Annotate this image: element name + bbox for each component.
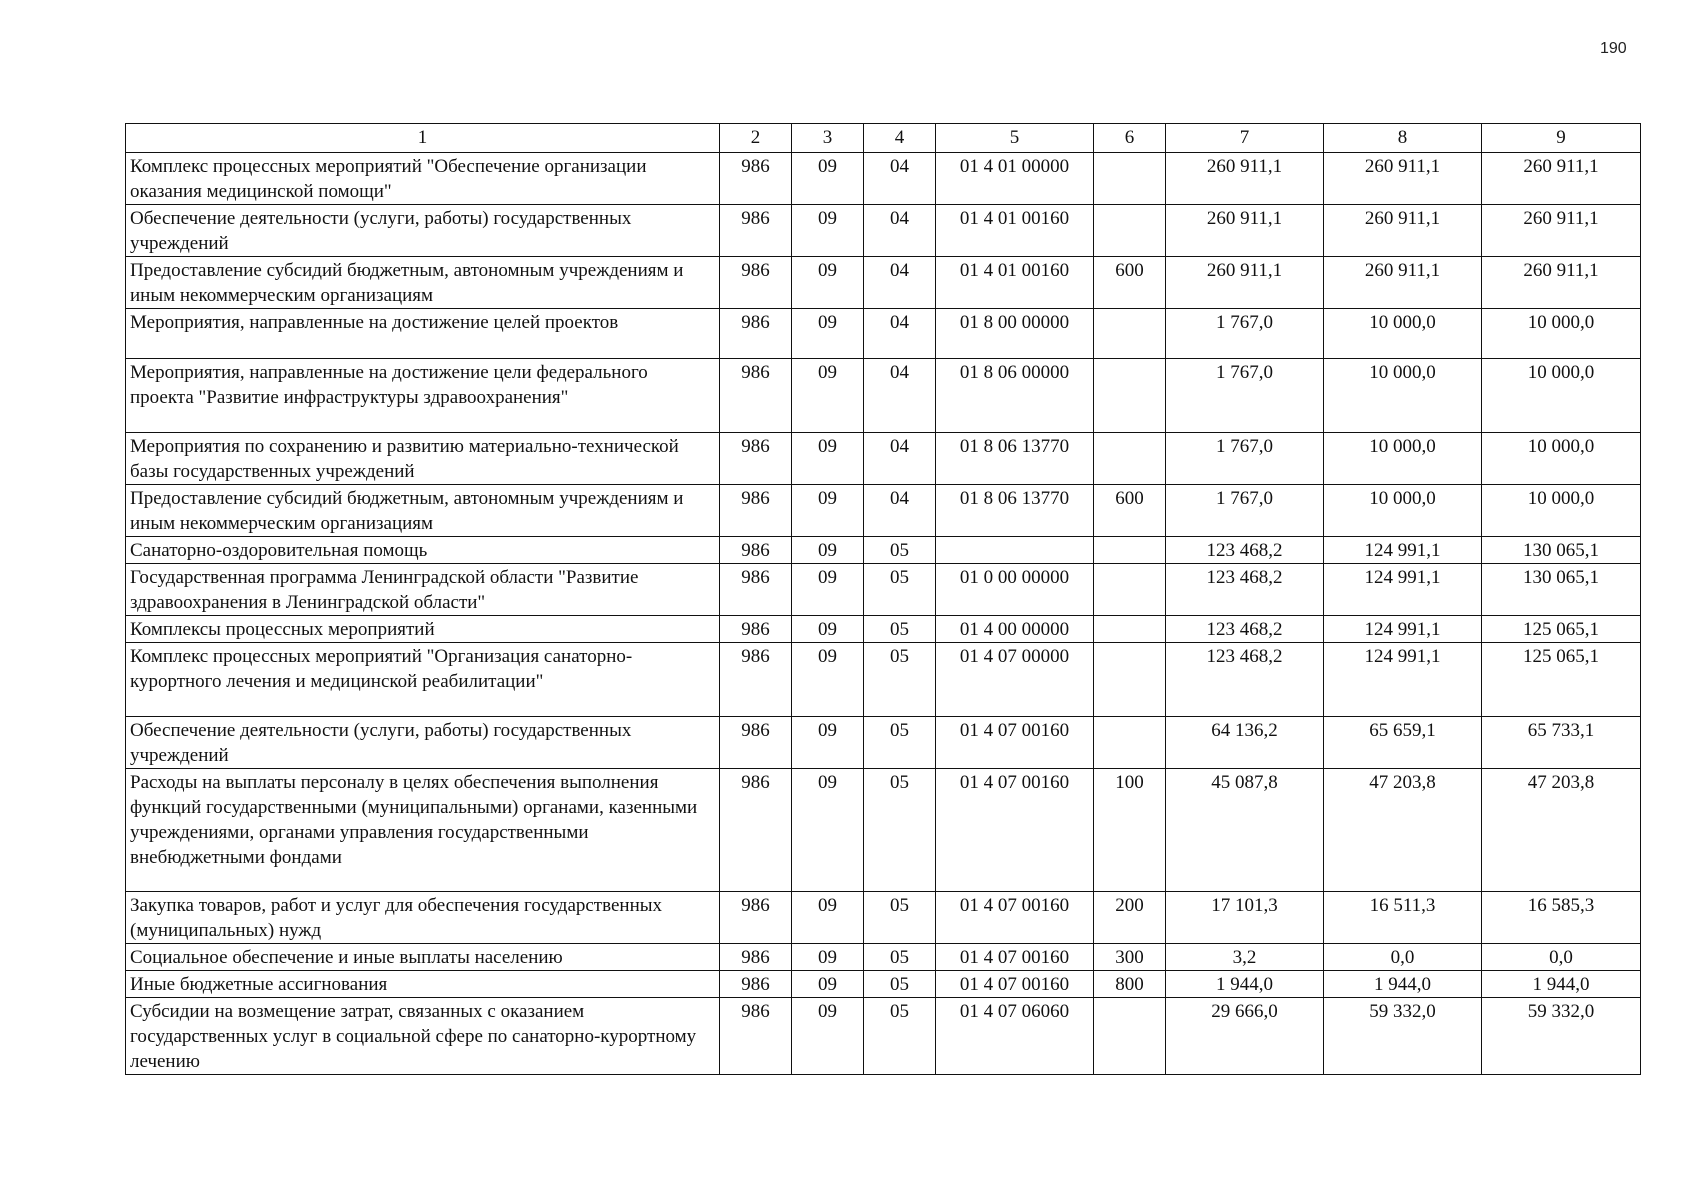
expense-type-cell: 300 — [1094, 944, 1166, 971]
amount-year2-cell: 10 000,0 — [1324, 433, 1482, 485]
column-header: 7 — [1166, 124, 1324, 153]
expense-type-cell: 100 — [1094, 769, 1166, 892]
amount-year2-cell: 10 000,0 — [1324, 359, 1482, 433]
subsection-cell: 05 — [864, 944, 936, 971]
column-header: 8 — [1324, 124, 1482, 153]
table-row — [126, 944, 1641, 971]
expense-type-cell — [1094, 153, 1166, 205]
table-row — [126, 257, 1641, 309]
target-article-cell: 01 4 07 00160 — [936, 717, 1094, 769]
table-row — [126, 153, 1641, 205]
amount-year3-cell: 65 733,1 — [1482, 717, 1641, 769]
row-name-cell: Закупка товаров, работ и услуг для обеспечения государственных (муниципальных) нужд — [126, 892, 720, 944]
table-row — [126, 971, 1641, 998]
section-cell: 09 — [792, 485, 864, 537]
amount-year3-cell: 59 332,0 — [1482, 998, 1641, 1075]
amount-year3-cell: 260 911,1 — [1482, 205, 1641, 257]
amount-year1-cell: 64 136,2 — [1166, 717, 1324, 769]
column-header: 5 — [936, 124, 1094, 153]
section-cell: 09 — [792, 944, 864, 971]
table-row — [126, 564, 1641, 616]
amount-year1-cell: 45 087,8 — [1166, 769, 1324, 892]
target-article-cell: 01 4 07 00160 — [936, 769, 1094, 892]
target-article-cell: 01 4 07 00160 — [936, 892, 1094, 944]
publisher-code-cell: 986 — [720, 433, 792, 485]
publisher-code-cell: 986 — [720, 537, 792, 564]
publisher-code-cell: 986 — [720, 359, 792, 433]
amount-year1-cell: 260 911,1 — [1166, 153, 1324, 205]
amount-year1-cell: 1 767,0 — [1166, 359, 1324, 433]
amount-year1-cell: 1 944,0 — [1166, 971, 1324, 998]
row-name-cell: Комплекс процессных мероприятий "Организация санаторно-курортного лечения и медицинской реабилитации" — [126, 643, 720, 717]
subsection-cell: 04 — [864, 257, 936, 309]
column-header: 6 — [1094, 124, 1166, 153]
table-row — [126, 537, 1641, 564]
expense-type-cell — [1094, 537, 1166, 564]
subsection-cell: 05 — [864, 616, 936, 643]
page-number: 190 — [1600, 40, 1627, 57]
table-row — [126, 998, 1641, 1075]
amount-year2-cell: 260 911,1 — [1324, 205, 1482, 257]
column-header: 9 — [1482, 124, 1641, 153]
amount-year2-cell: 16 511,3 — [1324, 892, 1482, 944]
amount-year2-cell: 260 911,1 — [1324, 257, 1482, 309]
target-article-cell: 01 4 07 00160 — [936, 944, 1094, 971]
publisher-code-cell: 986 — [720, 971, 792, 998]
publisher-code-cell: 986 — [720, 485, 792, 537]
publisher-code-cell: 986 — [720, 309, 792, 359]
table-header-row — [126, 124, 1641, 153]
subsection-cell: 05 — [864, 998, 936, 1075]
amount-year1-cell: 260 911,1 — [1166, 257, 1324, 309]
target-article-cell: 01 4 07 06060 — [936, 998, 1094, 1075]
row-name-cell: Комплексы процессных мероприятий — [126, 616, 720, 643]
row-name-cell: Мероприятия, направленные на достижение целей проектов — [126, 309, 720, 359]
target-article-cell: 01 4 07 00000 — [936, 643, 1094, 717]
amount-year1-cell: 260 911,1 — [1166, 205, 1324, 257]
row-name-cell: Субсидии на возмещение затрат, связанных с оказанием государственных услуг в социальной сфере по санаторно-курортному лечению — [126, 998, 720, 1075]
target-article-cell: 01 4 01 00160 — [936, 205, 1094, 257]
publisher-code-cell: 986 — [720, 153, 792, 205]
expense-type-cell — [1094, 616, 1166, 643]
section-cell: 09 — [792, 717, 864, 769]
amount-year1-cell: 1 767,0 — [1166, 485, 1324, 537]
amount-year2-cell: 0,0 — [1324, 944, 1482, 971]
amount-year2-cell: 260 911,1 — [1324, 153, 1482, 205]
table-row — [126, 616, 1641, 643]
publisher-code-cell: 986 — [720, 769, 792, 892]
target-article-cell: 01 0 00 00000 — [936, 564, 1094, 616]
table-row — [126, 205, 1641, 257]
expense-type-cell — [1094, 998, 1166, 1075]
budget-table — [125, 123, 1641, 1075]
subsection-cell: 05 — [864, 564, 936, 616]
amount-year1-cell: 1 767,0 — [1166, 433, 1324, 485]
row-name-cell: Санаторно-оздоровительная помощь — [126, 537, 720, 564]
row-name-cell: Мероприятия по сохранению и развитию материально-технической базы государственных учреждений — [126, 433, 720, 485]
amount-year3-cell: 260 911,1 — [1482, 257, 1641, 309]
publisher-code-cell: 986 — [720, 616, 792, 643]
subsection-cell: 04 — [864, 153, 936, 205]
subsection-cell: 04 — [864, 309, 936, 359]
section-cell: 09 — [792, 359, 864, 433]
amount-year3-cell: 130 065,1 — [1482, 537, 1641, 564]
amount-year2-cell: 124 991,1 — [1324, 537, 1482, 564]
publisher-code-cell: 986 — [720, 998, 792, 1075]
amount-year1-cell: 1 767,0 — [1166, 309, 1324, 359]
table-row — [126, 485, 1641, 537]
expense-type-cell — [1094, 717, 1166, 769]
column-header: 1 — [126, 124, 720, 153]
amount-year1-cell: 17 101,3 — [1166, 892, 1324, 944]
publisher-code-cell: 986 — [720, 205, 792, 257]
expense-type-cell: 600 — [1094, 257, 1166, 309]
amount-year3-cell: 130 065,1 — [1482, 564, 1641, 616]
subsection-cell: 04 — [864, 359, 936, 433]
amount-year3-cell: 125 065,1 — [1482, 643, 1641, 717]
subsection-cell: 05 — [864, 717, 936, 769]
table-row — [126, 769, 1641, 892]
subsection-cell: 05 — [864, 971, 936, 998]
row-name-cell: Предоставление субсидий бюджетным, автономным учреждениям и иным некоммерческим организациям — [126, 485, 720, 537]
table-body — [126, 153, 1641, 1075]
expense-type-cell — [1094, 205, 1166, 257]
amount-year1-cell: 123 468,2 — [1166, 537, 1324, 564]
amount-year3-cell: 1 944,0 — [1482, 971, 1641, 998]
target-article-cell: 01 8 06 00000 — [936, 359, 1094, 433]
section-cell: 09 — [792, 153, 864, 205]
publisher-code-cell: 986 — [720, 717, 792, 769]
row-name-cell: Мероприятия, направленные на достижение цели федерального проекта "Развитие инфраструктуры здравоохранения" — [126, 359, 720, 433]
expense-type-cell — [1094, 359, 1166, 433]
table-row — [126, 309, 1641, 359]
column-header: 2 — [720, 124, 792, 153]
section-cell: 09 — [792, 971, 864, 998]
section-cell: 09 — [792, 564, 864, 616]
publisher-code-cell: 986 — [720, 257, 792, 309]
expense-type-cell: 800 — [1094, 971, 1166, 998]
publisher-code-cell: 986 — [720, 892, 792, 944]
target-article-cell: 01 4 00 00000 — [936, 616, 1094, 643]
section-cell: 09 — [792, 205, 864, 257]
subsection-cell: 05 — [864, 892, 936, 944]
amount-year3-cell: 10 000,0 — [1482, 309, 1641, 359]
expense-type-cell — [1094, 564, 1166, 616]
target-article-cell — [936, 537, 1094, 564]
section-cell: 09 — [792, 616, 864, 643]
amount-year3-cell: 260 911,1 — [1482, 153, 1641, 205]
amount-year3-cell: 10 000,0 — [1482, 485, 1641, 537]
amount-year3-cell: 47 203,8 — [1482, 769, 1641, 892]
amount-year2-cell: 1 944,0 — [1324, 971, 1482, 998]
column-header: 4 — [864, 124, 936, 153]
expense-type-cell: 200 — [1094, 892, 1166, 944]
subsection-cell: 04 — [864, 433, 936, 485]
row-name-cell: Обеспечение деятельности (услуги, работы) государственных учреждений — [126, 205, 720, 257]
table-row — [126, 433, 1641, 485]
target-article-cell: 01 8 06 13770 — [936, 485, 1094, 537]
amount-year2-cell: 59 332,0 — [1324, 998, 1482, 1075]
section-cell: 09 — [792, 892, 864, 944]
section-cell: 09 — [792, 309, 864, 359]
column-header: 3 — [792, 124, 864, 153]
row-name-cell: Иные бюджетные ассигнования — [126, 971, 720, 998]
target-article-cell: 01 8 00 00000 — [936, 309, 1094, 359]
subsection-cell: 04 — [864, 205, 936, 257]
amount-year3-cell: 10 000,0 — [1482, 433, 1641, 485]
target-article-cell: 01 4 01 00000 — [936, 153, 1094, 205]
section-cell: 09 — [792, 257, 864, 309]
table-row — [126, 643, 1641, 717]
row-name-cell: Обеспечение деятельности (услуги, работы) государственных учреждений — [126, 717, 720, 769]
table-row — [126, 717, 1641, 769]
section-cell: 09 — [792, 537, 864, 564]
expense-type-cell — [1094, 433, 1166, 485]
expense-type-cell — [1094, 643, 1166, 717]
amount-year1-cell: 123 468,2 — [1166, 564, 1324, 616]
amount-year1-cell: 123 468,2 — [1166, 643, 1324, 717]
section-cell: 09 — [792, 433, 864, 485]
amount-year2-cell: 124 991,1 — [1324, 616, 1482, 643]
amount-year1-cell: 123 468,2 — [1166, 616, 1324, 643]
amount-year2-cell: 124 991,1 — [1324, 564, 1482, 616]
table-row — [126, 892, 1641, 944]
amount-year3-cell: 16 585,3 — [1482, 892, 1641, 944]
target-article-cell: 01 4 07 00160 — [936, 971, 1094, 998]
expense-type-cell: 600 — [1094, 485, 1166, 537]
section-cell: 09 — [792, 998, 864, 1075]
amount-year3-cell: 10 000,0 — [1482, 359, 1641, 433]
section-cell: 09 — [792, 769, 864, 892]
amount-year3-cell: 125 065,1 — [1482, 616, 1641, 643]
subsection-cell: 04 — [864, 485, 936, 537]
section-cell: 09 — [792, 643, 864, 717]
target-article-cell: 01 4 01 00160 — [936, 257, 1094, 309]
row-name-cell: Предоставление субсидий бюджетным, автономным учреждениям и иным некоммерческим организациям — [126, 257, 720, 309]
publisher-code-cell: 986 — [720, 944, 792, 971]
row-name-cell: Социальное обеспечение и иные выплаты населению — [126, 944, 720, 971]
table-row — [126, 359, 1641, 433]
amount-year2-cell: 10 000,0 — [1324, 485, 1482, 537]
amount-year1-cell: 29 666,0 — [1166, 998, 1324, 1075]
row-name-cell: Комплекс процессных мероприятий "Обеспечение организации оказания медицинской помощи" — [126, 153, 720, 205]
subsection-cell: 05 — [864, 643, 936, 717]
amount-year2-cell: 124 991,1 — [1324, 643, 1482, 717]
publisher-code-cell: 986 — [720, 643, 792, 717]
publisher-code-cell: 986 — [720, 564, 792, 616]
amount-year2-cell: 47 203,8 — [1324, 769, 1482, 892]
amount-year3-cell: 0,0 — [1482, 944, 1641, 971]
amount-year2-cell: 10 000,0 — [1324, 309, 1482, 359]
row-name-cell: Государственная программа Ленинградской области "Развитие здравоохранения в Ленинградской области" — [126, 564, 720, 616]
row-name-cell: Расходы на выплаты персоналу в целях обеспечения выполнения функций государственными (муниципальными) органами, казенными учреждениями, органами управления государственными внебюджетными фондами — [126, 769, 720, 892]
subsection-cell: 05 — [864, 769, 936, 892]
subsection-cell: 05 — [864, 537, 936, 564]
amount-year1-cell: 3,2 — [1166, 944, 1324, 971]
target-article-cell: 01 8 06 13770 — [936, 433, 1094, 485]
amount-year2-cell: 65 659,1 — [1324, 717, 1482, 769]
expense-type-cell — [1094, 309, 1166, 359]
